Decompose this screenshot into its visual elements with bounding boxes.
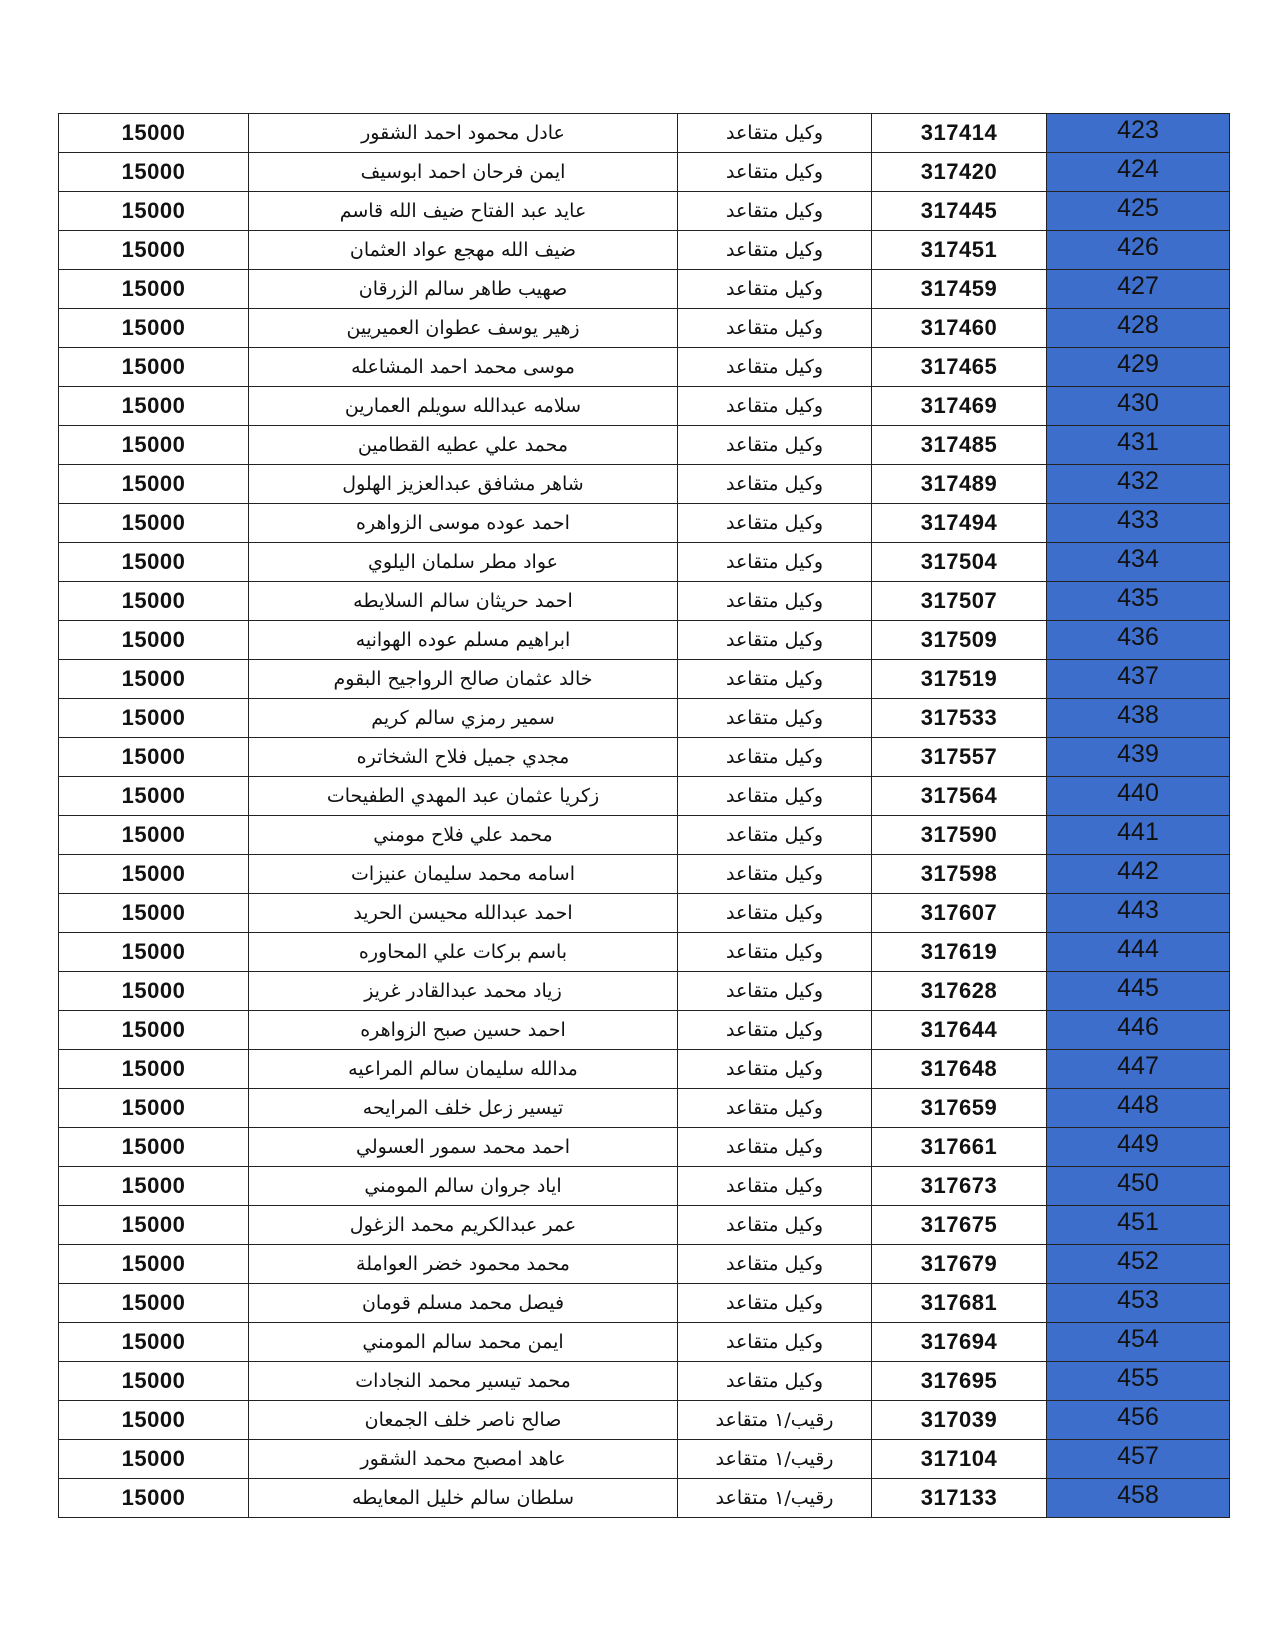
name-cell: صهيب طاهر سالم الزرقان [249,270,678,309]
serial-number-label: 429 [1117,349,1159,378]
table-row [59,387,1230,426]
id-number-cell: 317469 [872,387,1047,426]
rank-cell: وكيل متقاعد [678,582,872,621]
name-cell: عواد مطر سلمان اليلوي [249,543,678,582]
table-row [59,777,1230,816]
name-cell: محمد محمود خضر العواملة [249,1245,678,1284]
pension-list-table [58,113,1230,1518]
table-row [59,1167,1230,1206]
amount-cell: 15000 [59,1206,249,1245]
serial-number-label: 425 [1117,193,1159,222]
serial-number-cell [1047,1362,1230,1401]
amount-cell: 15000 [59,621,249,660]
table-row [59,621,1230,660]
serial-number-cell [1047,192,1230,231]
table-row [59,1284,1230,1323]
amount-cell: 15000 [59,660,249,699]
name-cell: سلطان سالم خليل المعايطه [249,1479,678,1518]
serial-number-label: 458 [1117,1480,1159,1509]
amount-cell: 15000 [59,699,249,738]
id-number-cell: 317679 [872,1245,1047,1284]
serial-number-label: 428 [1117,310,1159,339]
rank-cell: رقيب/١ متقاعد [678,1479,872,1518]
serial-number-cell [1047,699,1230,738]
name-cell: احمد محمد سمور العسولي [249,1128,678,1167]
rank-cell: وكيل متقاعد [678,777,872,816]
id-number-cell: 317681 [872,1284,1047,1323]
id-number-cell: 317509 [872,621,1047,660]
serial-number-cell [1047,1245,1230,1284]
serial-number-label: 450 [1117,1168,1159,1197]
table-row [59,465,1230,504]
name-cell: زهير يوسف عطوان العميريين [249,309,678,348]
rank-cell: وكيل متقاعد [678,1089,872,1128]
rank-cell: وكيل متقاعد [678,855,872,894]
id-number-cell: 317628 [872,972,1047,1011]
table-row [59,192,1230,231]
table-row [59,855,1230,894]
rank-cell: وكيل متقاعد [678,1362,872,1401]
id-number-cell: 317460 [872,309,1047,348]
serial-number-cell [1047,1401,1230,1440]
amount-cell: 15000 [59,1011,249,1050]
name-cell: اسامه محمد سليمان عنيزات [249,855,678,894]
amount-cell: 15000 [59,582,249,621]
table-row [59,1440,1230,1479]
id-number-cell: 317445 [872,192,1047,231]
serial-number-cell [1047,894,1230,933]
name-cell: باسم بركات علي المحاوره [249,933,678,972]
amount-cell: 15000 [59,777,249,816]
table-row [59,348,1230,387]
id-number-cell: 317607 [872,894,1047,933]
amount-cell: 15000 [59,426,249,465]
name-cell: احمد حريثان سالم السلايطه [249,582,678,621]
amount-cell: 15000 [59,153,249,192]
table-row [59,972,1230,1011]
rank-cell: وكيل متقاعد [678,1323,872,1362]
serial-number-label: 442 [1117,856,1159,885]
name-cell: محمد علي عطيه القطامين [249,426,678,465]
serial-number-cell [1047,1284,1230,1323]
name-cell: زياد محمد عبدالقادر غريز [249,972,678,1011]
amount-cell: 15000 [59,270,249,309]
id-number-cell: 317465 [872,348,1047,387]
rank-cell: وكيل متقاعد [678,543,872,582]
id-number-cell: 317039 [872,1401,1047,1440]
name-cell: ابراهيم مسلم عوده الهوانيه [249,621,678,660]
serial-number-cell [1047,1323,1230,1362]
serial-number-cell [1047,1167,1230,1206]
rank-cell: وكيل متقاعد [678,309,872,348]
rank-cell: وكيل متقاعد [678,660,872,699]
serial-number-label: 445 [1117,973,1159,1002]
id-number-cell: 317451 [872,231,1047,270]
table-row [59,153,1230,192]
table-row [59,1011,1230,1050]
id-number-cell: 317590 [872,816,1047,855]
name-cell: محمد تيسير محمد النجادات [249,1362,678,1401]
serial-number-cell [1047,621,1230,660]
serial-number-label: 434 [1117,544,1159,573]
name-cell: مدالله سليمان سالم المراعيه [249,1050,678,1089]
amount-cell: 15000 [59,465,249,504]
serial-number-label: 452 [1117,1246,1159,1275]
name-cell: زكريا عثمان عبد المهدي الطفيحات [249,777,678,816]
name-cell: احمد عوده موسى الزواهره [249,504,678,543]
serial-number-label: 453 [1117,1285,1159,1314]
table-row [59,231,1230,270]
amount-cell: 15000 [59,231,249,270]
serial-number-label: 439 [1117,739,1159,768]
serial-number-label: 436 [1117,622,1159,651]
rank-cell: وكيل متقاعد [678,270,872,309]
serial-number-cell [1047,1089,1230,1128]
rank-cell: وكيل متقاعد [678,348,872,387]
name-cell: عاهد امصبح محمد الشقور [249,1440,678,1479]
id-number-cell: 317485 [872,426,1047,465]
id-number-cell: 317494 [872,504,1047,543]
table-body [59,114,1230,1518]
serial-number-label: 457 [1117,1441,1159,1470]
table-row [59,309,1230,348]
amount-cell: 15000 [59,1050,249,1089]
serial-number-label: 433 [1117,505,1159,534]
amount-cell: 15000 [59,1401,249,1440]
id-number-cell: 317104 [872,1440,1047,1479]
serial-number-cell [1047,153,1230,192]
serial-number-label: 435 [1117,583,1159,612]
table-row [59,543,1230,582]
table-row [59,1128,1230,1167]
serial-number-label: 454 [1117,1324,1159,1353]
id-number-cell: 317133 [872,1479,1047,1518]
table-row [59,1089,1230,1128]
serial-number-cell [1047,660,1230,699]
name-cell: اياد جروان سالم المومني [249,1167,678,1206]
serial-number-cell [1047,1011,1230,1050]
rank-cell: وكيل متقاعد [678,504,872,543]
serial-number-cell [1047,231,1230,270]
serial-number-label: 441 [1117,817,1159,846]
serial-number-cell [1047,816,1230,855]
serial-number-label: 438 [1117,700,1159,729]
name-cell: عادل محمود احمد الشقور [249,114,678,153]
table-row [59,1362,1230,1401]
amount-cell: 15000 [59,1362,249,1401]
id-number-cell: 317504 [872,543,1047,582]
amount-cell: 15000 [59,543,249,582]
rank-cell: وكيل متقاعد [678,387,872,426]
amount-cell: 15000 [59,387,249,426]
serial-number-cell [1047,114,1230,153]
serial-number-label: 449 [1117,1129,1159,1158]
amount-cell: 15000 [59,972,249,1011]
name-cell: خالد عثمان صالح الرواجيح البقوم [249,660,678,699]
serial-number-cell [1047,426,1230,465]
rank-cell: وكيل متقاعد [678,972,872,1011]
amount-cell: 15000 [59,1089,249,1128]
amount-cell: 15000 [59,504,249,543]
rank-cell: وكيل متقاعد [678,231,872,270]
name-cell: عمر عبدالكريم محمد الزغول [249,1206,678,1245]
amount-cell: 15000 [59,114,249,153]
table-row [59,699,1230,738]
id-number-cell: 317420 [872,153,1047,192]
serial-number-cell [1047,933,1230,972]
table-row [59,1245,1230,1284]
id-number-cell: 317557 [872,738,1047,777]
id-number-cell: 317533 [872,699,1047,738]
name-cell: ايمن محمد سالم المومني [249,1323,678,1362]
rank-cell: رقيب/١ متقاعد [678,1440,872,1479]
rank-cell: وكيل متقاعد [678,1167,872,1206]
name-cell: احمد عبدالله محيسن الحريد [249,894,678,933]
serial-number-label: 443 [1117,895,1159,924]
table-row [59,426,1230,465]
id-number-cell: 317675 [872,1206,1047,1245]
serial-number-cell [1047,348,1230,387]
document-table-wrapper [58,113,1230,1518]
amount-cell: 15000 [59,816,249,855]
amount-cell: 15000 [59,1323,249,1362]
serial-number-label: 444 [1117,934,1159,963]
name-cell: تيسير زعل خلف المرايحه [249,1089,678,1128]
table-row [59,114,1230,153]
table-row [59,894,1230,933]
serial-number-cell [1047,1206,1230,1245]
name-cell: سمير رمزي سالم كريم [249,699,678,738]
serial-number-cell [1047,1128,1230,1167]
rank-cell: وكيل متقاعد [678,738,872,777]
serial-number-label: 437 [1117,661,1159,690]
id-number-cell: 317414 [872,114,1047,153]
table-row [59,933,1230,972]
serial-number-label: 430 [1117,388,1159,417]
table-row [59,738,1230,777]
rank-cell: وكيل متقاعد [678,1245,872,1284]
serial-number-cell [1047,1479,1230,1518]
name-cell: محمد علي فلاح مومني [249,816,678,855]
rank-cell: وكيل متقاعد [678,426,872,465]
amount-cell: 15000 [59,738,249,777]
table-row [59,1050,1230,1089]
amount-cell: 15000 [59,933,249,972]
serial-number-label: 446 [1117,1012,1159,1041]
name-cell: سلامه عبدالله سويلم العمارين [249,387,678,426]
serial-number-label: 440 [1117,778,1159,807]
id-number-cell: 317661 [872,1128,1047,1167]
amount-cell: 15000 [59,1245,249,1284]
name-cell: احمد حسين صبح الزواهره [249,1011,678,1050]
serial-number-label: 423 [1117,115,1159,144]
amount-cell: 15000 [59,1284,249,1323]
amount-cell: 15000 [59,192,249,231]
table-row [59,504,1230,543]
name-cell: ضيف الله مهجع عواد العثمان [249,231,678,270]
rank-cell: وكيل متقاعد [678,894,872,933]
id-number-cell: 317644 [872,1011,1047,1050]
table-row [59,270,1230,309]
serial-number-cell [1047,309,1230,348]
serial-number-cell [1047,855,1230,894]
id-number-cell: 317489 [872,465,1047,504]
id-number-cell: 317673 [872,1167,1047,1206]
amount-cell: 15000 [59,309,249,348]
rank-cell: وكيل متقاعد [678,1128,872,1167]
rank-cell: وكيل متقاعد [678,933,872,972]
rank-cell: وكيل متقاعد [678,1011,872,1050]
table-row [59,1479,1230,1518]
serial-number-label: 427 [1117,271,1159,300]
serial-number-cell [1047,1050,1230,1089]
serial-number-cell [1047,582,1230,621]
id-number-cell: 317695 [872,1362,1047,1401]
rank-cell: وكيل متقاعد [678,153,872,192]
serial-number-label: 456 [1117,1402,1159,1431]
rank-cell: وكيل متقاعد [678,465,872,504]
serial-number-cell [1047,543,1230,582]
amount-cell: 15000 [59,1128,249,1167]
table-row [59,1401,1230,1440]
table-row [59,1206,1230,1245]
rank-cell: وكيل متقاعد [678,1284,872,1323]
id-number-cell: 317598 [872,855,1047,894]
id-number-cell: 317459 [872,270,1047,309]
id-number-cell: 317694 [872,1323,1047,1362]
id-number-cell: 317519 [872,660,1047,699]
name-cell: عايد عبد الفتاح ضيف الله قاسم [249,192,678,231]
serial-number-cell [1047,387,1230,426]
id-number-cell: 317648 [872,1050,1047,1089]
rank-cell: وكيل متقاعد [678,1206,872,1245]
serial-number-cell [1047,972,1230,1011]
rank-cell: وكيل متقاعد [678,816,872,855]
table-row [59,660,1230,699]
rank-cell: وكيل متقاعد [678,621,872,660]
table-row [59,582,1230,621]
serial-number-label: 455 [1117,1363,1159,1392]
name-cell: مجدي جميل فلاح الشخاتره [249,738,678,777]
rank-cell: وكيل متقاعد [678,1050,872,1089]
id-number-cell: 317507 [872,582,1047,621]
name-cell: موسى محمد احمد المشاعله [249,348,678,387]
id-number-cell: 317619 [872,933,1047,972]
amount-cell: 15000 [59,855,249,894]
id-number-cell: 317659 [872,1089,1047,1128]
serial-number-label: 448 [1117,1090,1159,1119]
table-row [59,816,1230,855]
serial-number-label: 447 [1117,1051,1159,1080]
serial-number-cell [1047,504,1230,543]
serial-number-cell [1047,777,1230,816]
table-row [59,1323,1230,1362]
name-cell: صالح ناصر خلف الجمعان [249,1401,678,1440]
serial-number-cell [1047,465,1230,504]
rank-cell: رقيب/١ متقاعد [678,1401,872,1440]
amount-cell: 15000 [59,1440,249,1479]
amount-cell: 15000 [59,348,249,387]
name-cell: شاهر مشافق عبدالعزيز الهلول [249,465,678,504]
id-number-cell: 317564 [872,777,1047,816]
serial-number-cell [1047,270,1230,309]
name-cell: ايمن فرحان احمد ابوسيف [249,153,678,192]
rank-cell: وكيل متقاعد [678,699,872,738]
rank-cell: وكيل متقاعد [678,114,872,153]
amount-cell: 15000 [59,894,249,933]
amount-cell: 15000 [59,1167,249,1206]
serial-number-label: 426 [1117,232,1159,261]
amount-cell: 15000 [59,1479,249,1518]
serial-number-cell [1047,738,1230,777]
rank-cell: وكيل متقاعد [678,192,872,231]
name-cell: فيصل محمد مسلم قومان [249,1284,678,1323]
serial-number-label: 451 [1117,1207,1159,1236]
serial-number-label: 431 [1117,427,1159,456]
serial-number-label: 424 [1117,154,1159,183]
serial-number-cell [1047,1440,1230,1479]
serial-number-label: 432 [1117,466,1159,495]
